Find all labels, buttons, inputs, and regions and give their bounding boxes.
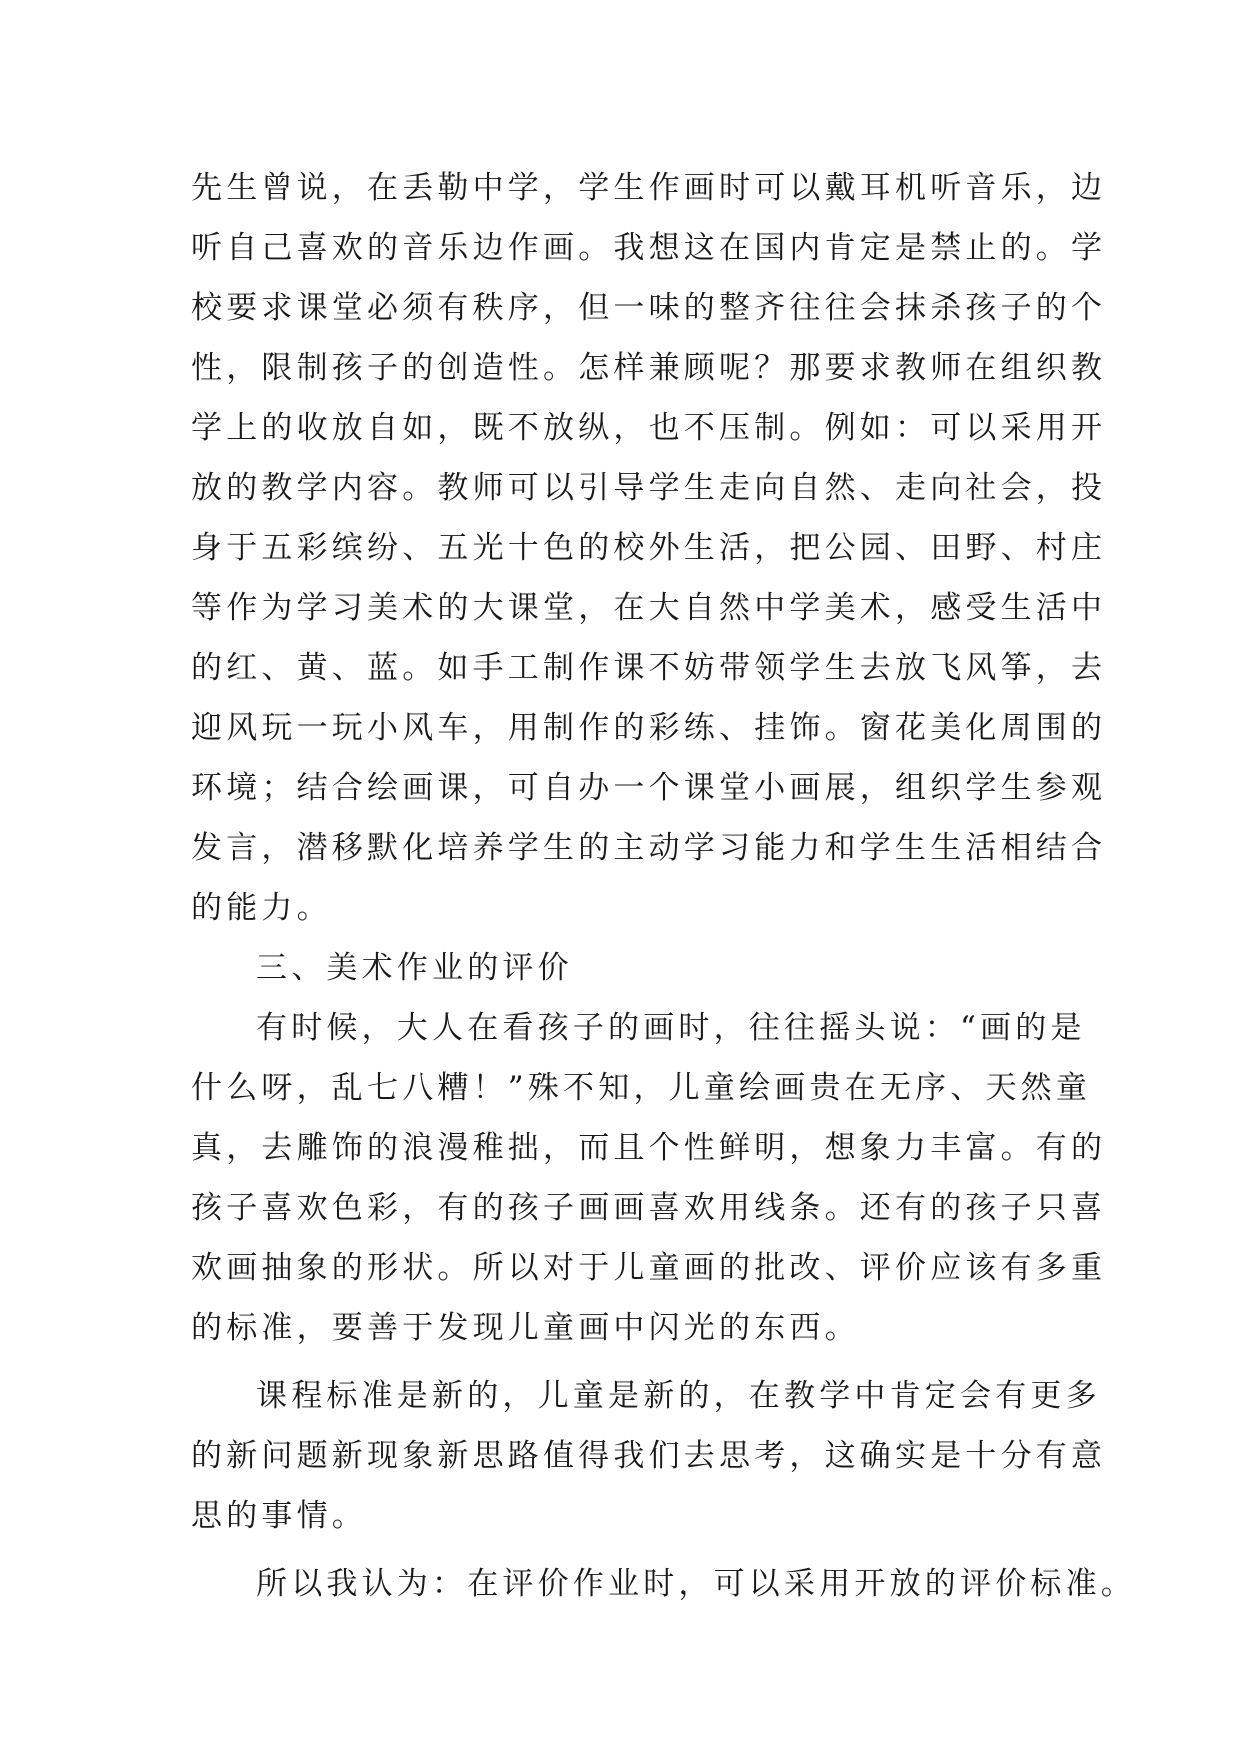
text-line: 先生曾说，在丢勒中学，学生作画时可以戴耳机听音乐，边	[191, 170, 1107, 206]
section-heading: 三、美术作业的评价	[256, 950, 573, 986]
text-line: 学上的收放自如，既不放纵，也不压制。例如：可以采用开	[191, 410, 1107, 446]
document-body	[191, 158, 1136, 1614]
text-line: 欢画抽象的形状。所以对于儿童画的批改、评价应该有多重	[191, 1250, 1107, 1286]
text-line: 发言，潜移默化培养学生的主动学习能力和学生生活相结合	[191, 830, 1107, 866]
paragraph-open-teaching	[191, 158, 1107, 938]
text-line: 等作为学习美术的大课堂，在大自然中学美术，感受生活中	[191, 590, 1107, 626]
text-line: 的能力。	[191, 890, 332, 926]
text-line: 所以我认为：在评价作业时，可以采用开放的评价标准。	[256, 1566, 1136, 1602]
text-line: 的新问题新现象新思路值得我们去思考，这确实是十分有意	[191, 1438, 1107, 1474]
paragraph-conclusion	[191, 1554, 1136, 1614]
text-line: 听自己喜欢的音乐边作画。我想这在国内肯定是禁止的。学	[191, 230, 1107, 266]
paragraph-curriculum	[191, 1366, 1107, 1546]
text-line: 有时候，大人在看孩子的画时，往往摇头说：“画的是	[256, 1010, 1086, 1046]
text-line: 的红、黄、蓝。如手工制作课不妨带领学生去放飞风筝，去	[191, 650, 1107, 686]
text-line: 性，限制孩子的创造性。怎样兼顾呢？那要求教师在组织教	[191, 350, 1107, 386]
text-line: 环境；结合绘画课，可自办一个课堂小画展，组织学生参观	[191, 770, 1107, 806]
text-line: 什么呀，乱七八糟！”殊不知，儿童绘画贵在无序、天然童	[191, 1070, 1092, 1106]
text-line: 真，去雕饰的浪漫稚拙，而且个性鲜明，想象力丰富。有的	[191, 1130, 1107, 1166]
text-line: 的标准，要善于发现儿童画中闪光的东西。	[191, 1310, 860, 1346]
text-line: 放的教学内容。教师可以引导学生走向自然、走向社会，投	[191, 470, 1107, 506]
text-line: 校要求课堂必须有秩序，但一味的整齐往往会抹杀孩子的个	[191, 290, 1107, 326]
text-line: 孩子喜欢色彩，有的孩子画画喜欢用线条。还有的孩子只喜	[191, 1190, 1107, 1226]
text-line: 迎风玩一玩小风车，用制作的彩练、挂饰。窗花美化周围的	[191, 710, 1107, 746]
text-line: 思的事情。	[191, 1498, 367, 1534]
text-line: 课程标准是新的，儿童是新的，在教学中肯定会有更多	[256, 1378, 1101, 1414]
paragraph-evaluation	[191, 998, 1107, 1358]
text-line: 身于五彩缤纷、五光十色的校外生活，把公园、田野、村庄	[191, 530, 1107, 566]
